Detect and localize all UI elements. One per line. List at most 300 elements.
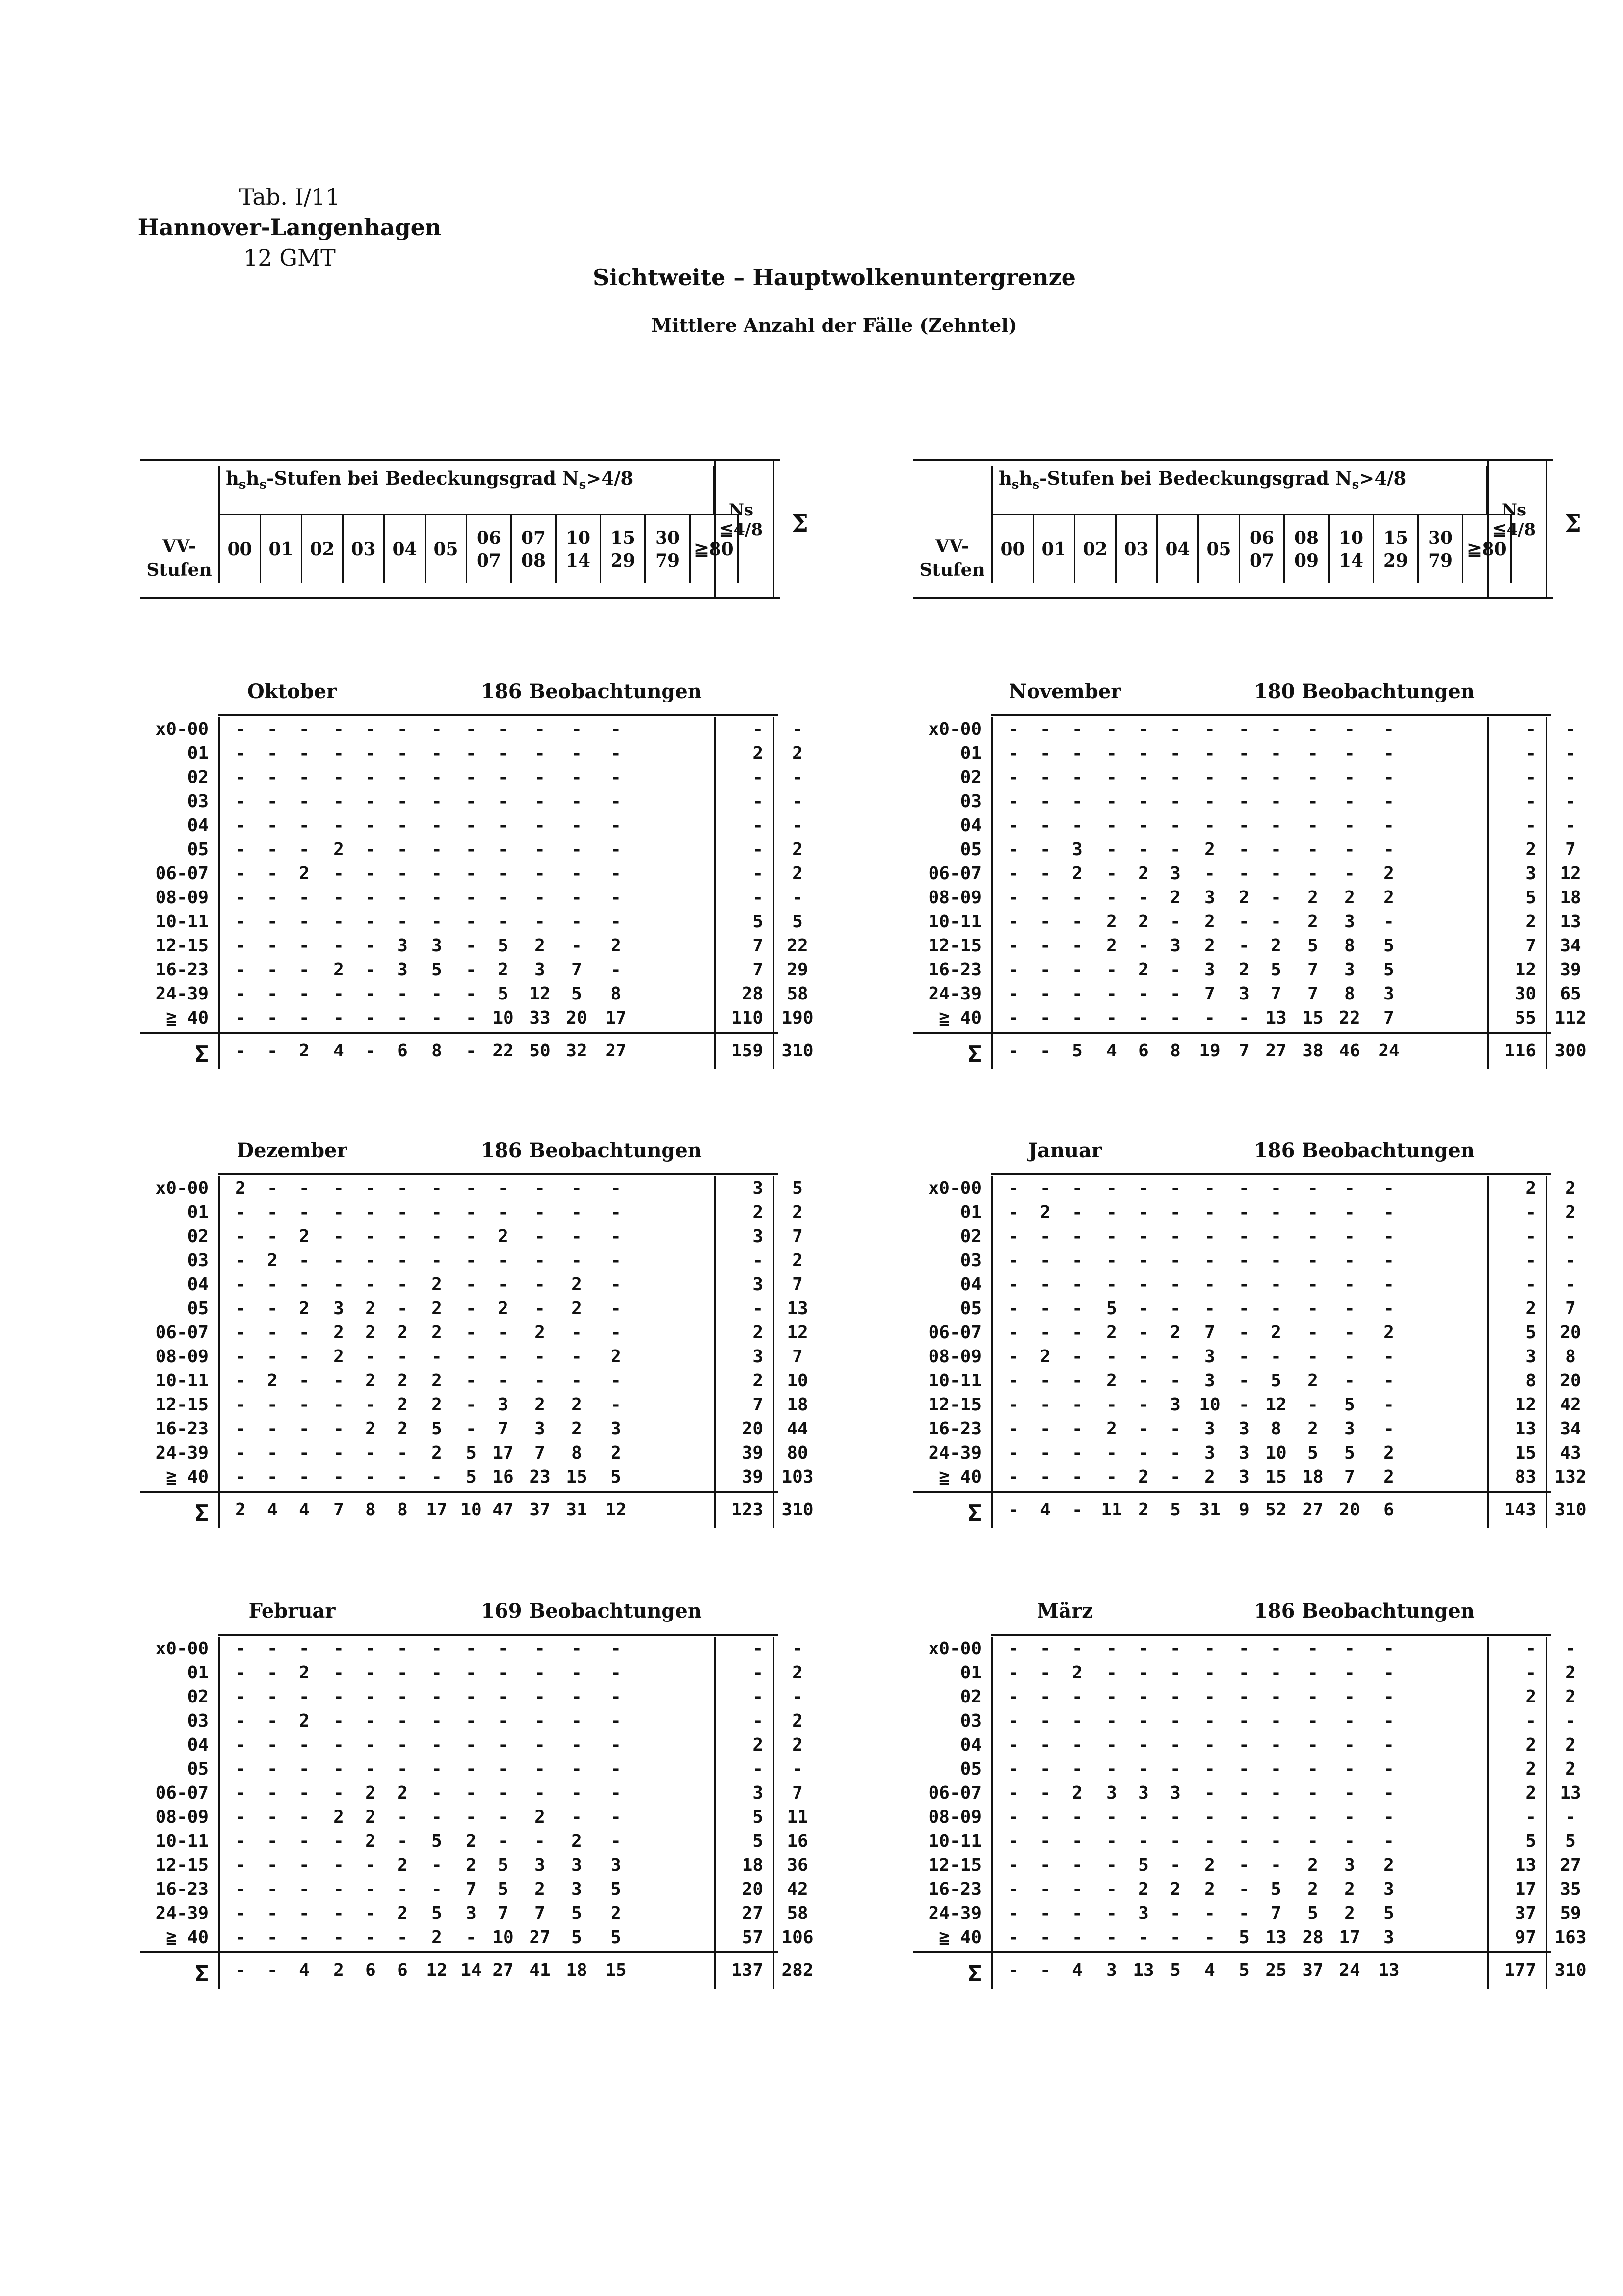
cell: 5 xyxy=(571,1903,582,1923)
sum-cell: 13 xyxy=(1560,912,1581,932)
cell: 4 xyxy=(299,1500,310,1520)
cell: - xyxy=(267,1879,278,1899)
cell: - xyxy=(431,719,442,739)
cell: - xyxy=(611,1831,621,1851)
cell: - xyxy=(1106,767,1117,787)
hh-label-part: s xyxy=(259,477,267,492)
cell: 2 xyxy=(534,1323,545,1343)
sum-cell: 11 xyxy=(787,1807,808,1827)
cell: - xyxy=(1072,936,1083,956)
code-cell: 04 xyxy=(385,514,426,583)
ns-cell: 39 xyxy=(742,1467,763,1487)
ns-cell: - xyxy=(752,1639,763,1659)
cell: - xyxy=(397,1250,408,1270)
cell: 2 xyxy=(1106,912,1117,932)
cell: - xyxy=(571,936,582,956)
cell: - xyxy=(1384,1250,1394,1270)
cell: - xyxy=(1170,743,1181,763)
cell: - xyxy=(1384,1178,1394,1198)
cell: 3 xyxy=(431,936,442,956)
cell: - xyxy=(299,1927,310,1947)
cell: 2 xyxy=(1138,864,1149,884)
cell: - xyxy=(466,1008,477,1028)
cell: 3 xyxy=(1204,1347,1215,1367)
cell: 2 xyxy=(1384,1323,1394,1343)
sum-cell: 18 xyxy=(1560,888,1581,908)
cell: - xyxy=(1008,888,1019,908)
cell: 5 xyxy=(498,984,508,1004)
cell: - xyxy=(1040,1226,1051,1246)
divider xyxy=(1546,717,1547,1069)
sum-row xyxy=(140,1958,827,1987)
hh-label-part: s xyxy=(1011,477,1019,492)
cell: - xyxy=(431,1879,442,1899)
cell: - xyxy=(1307,1663,1318,1683)
cell: - xyxy=(397,1178,408,1198)
cell: - xyxy=(1204,743,1215,763)
cell: 5 xyxy=(1271,960,1281,980)
cell: - xyxy=(466,984,477,1004)
ns-cell: - xyxy=(1525,1274,1536,1295)
cell: - xyxy=(571,1735,582,1755)
cell: - xyxy=(571,1639,582,1659)
ns-cell: 5 xyxy=(1525,888,1536,908)
cell: - xyxy=(1384,1759,1394,1779)
cell: - xyxy=(1072,1467,1083,1487)
cell: - xyxy=(1040,1395,1051,1415)
month-header xyxy=(913,1599,1551,1629)
cell: 7 xyxy=(534,1443,545,1463)
cell: 2 xyxy=(365,1419,376,1439)
cell: - xyxy=(1170,1927,1181,1947)
cell: - xyxy=(1344,1178,1355,1198)
cell: - xyxy=(1384,1202,1394,1222)
ns-cell: 37 xyxy=(1515,1903,1536,1923)
row-label: 06-07 xyxy=(155,1323,209,1343)
cell: - xyxy=(1072,767,1083,787)
cell: - xyxy=(1170,1855,1181,1875)
cell: - xyxy=(1239,1711,1250,1731)
ns-cell: 2 xyxy=(752,1371,763,1391)
cell: - xyxy=(1072,1807,1083,1827)
sum-cell: 7 xyxy=(792,1226,803,1246)
cell: - xyxy=(1344,1663,1355,1683)
month-header xyxy=(913,1139,1551,1168)
cell: - xyxy=(431,815,442,836)
code-cell: 01 xyxy=(1034,514,1075,583)
ns-cell: - xyxy=(752,767,763,787)
ns-cell: - xyxy=(752,864,763,884)
row-label: 01 xyxy=(960,743,982,763)
sigma-label: Σ xyxy=(195,1041,209,1067)
cell: - xyxy=(235,791,246,811)
row-label: 06-07 xyxy=(155,1783,209,1803)
cell: 2 xyxy=(1040,1347,1051,1367)
ns-cell: - xyxy=(752,1759,763,1779)
cell: - xyxy=(1239,1879,1250,1899)
cell: - xyxy=(267,1226,278,1246)
cell: - xyxy=(267,1687,278,1707)
cell: - xyxy=(1344,767,1355,787)
cell: - xyxy=(1239,839,1250,860)
cell: - xyxy=(1138,1347,1149,1367)
cell: - xyxy=(498,719,508,739)
cell: 3 xyxy=(534,1855,545,1875)
cell: - xyxy=(397,1663,408,1683)
hh-label-part: h xyxy=(999,467,1012,489)
cell: 2 xyxy=(1204,1855,1215,1875)
month-name: Dezember xyxy=(237,1139,347,1162)
cell: - xyxy=(1106,1226,1117,1246)
cell: - xyxy=(1106,1467,1117,1487)
cell: - xyxy=(1271,791,1281,811)
cell: 2 xyxy=(498,1226,508,1246)
cell: - xyxy=(1040,743,1051,763)
cell: - xyxy=(1040,1783,1051,1803)
cell: - xyxy=(299,912,310,932)
cell: - xyxy=(1040,1298,1051,1319)
row-label: ≧ 40 xyxy=(939,1008,982,1028)
ns-cell: 3 xyxy=(752,1783,763,1803)
cell: - xyxy=(333,791,344,811)
cell: 2 xyxy=(1384,864,1394,884)
cell: - xyxy=(431,1807,442,1827)
cell: - xyxy=(299,1903,310,1923)
ns-cell: - xyxy=(1525,767,1536,787)
ns-cell: 2 xyxy=(752,743,763,763)
cell: - xyxy=(365,888,376,908)
row-label: 24-39 xyxy=(928,1903,982,1923)
cell: 2 xyxy=(1204,912,1215,932)
cell: - xyxy=(299,888,310,908)
cell: - xyxy=(1072,1298,1083,1319)
ns-le-label: ≦4/8 xyxy=(719,520,763,540)
cell: 3 xyxy=(1072,839,1083,860)
cell: - xyxy=(466,743,477,763)
cell: - xyxy=(1138,743,1149,763)
ns-cell: 177 xyxy=(1504,1960,1536,1980)
cell: 2 xyxy=(1040,1202,1051,1222)
rule xyxy=(218,1634,778,1636)
cell: 2 xyxy=(1271,1323,1281,1343)
cell: - xyxy=(299,815,310,836)
cell: - xyxy=(1307,719,1318,739)
cell: - xyxy=(498,839,508,860)
ns-header xyxy=(1487,500,1541,540)
cell: - xyxy=(235,1323,246,1343)
cell: - xyxy=(1008,1202,1019,1222)
cell: - xyxy=(235,1879,246,1899)
cell: - xyxy=(299,1323,310,1343)
station-name: Hannover-Langenhagen xyxy=(137,214,442,241)
cell: - xyxy=(498,791,508,811)
cell: 7 xyxy=(466,1879,477,1899)
cell: - xyxy=(1008,864,1019,884)
cell: - xyxy=(1008,1903,1019,1923)
ns-cell: 2 xyxy=(752,1323,763,1343)
cell: - xyxy=(1344,839,1355,860)
cell: - xyxy=(267,1711,278,1731)
cell: - xyxy=(1204,719,1215,739)
ns-cell: 3 xyxy=(1525,864,1536,884)
cell: 8 xyxy=(431,1041,442,1061)
cell: - xyxy=(1239,1298,1250,1319)
observation-count: 186 Beobachtungen xyxy=(481,680,702,703)
sum-cell: - xyxy=(792,767,803,787)
cell: - xyxy=(571,888,582,908)
cell: - xyxy=(1138,1202,1149,1222)
cell: - xyxy=(267,839,278,860)
cell: - xyxy=(235,1759,246,1779)
cell: - xyxy=(1204,1831,1215,1851)
row-label: 24-39 xyxy=(155,1443,209,1463)
cell: - xyxy=(1271,1759,1281,1779)
cell: - xyxy=(333,1178,344,1198)
cell: - xyxy=(365,1687,376,1707)
ns-cell: - xyxy=(752,1663,763,1683)
row-label: 06-07 xyxy=(928,1783,982,1803)
cell: - xyxy=(1344,719,1355,739)
cell: - xyxy=(1072,1323,1083,1343)
cell: - xyxy=(1040,1960,1051,1980)
cell: - xyxy=(466,1807,477,1827)
cell: - xyxy=(571,767,582,787)
cell: 10 xyxy=(1199,1395,1221,1415)
cell: - xyxy=(1008,1783,1019,1803)
cell: - xyxy=(1239,1395,1250,1415)
cell: - xyxy=(1170,767,1181,787)
cell: - xyxy=(1170,912,1181,932)
rule xyxy=(218,714,778,716)
cell: 20 xyxy=(566,1008,587,1028)
cell: - xyxy=(1170,1178,1181,1198)
cell: - xyxy=(1204,1202,1215,1222)
cell: - xyxy=(498,767,508,787)
cell: 24 xyxy=(1378,1041,1400,1061)
cell: - xyxy=(1384,1807,1394,1827)
sum-cell: 65 xyxy=(1560,984,1581,1004)
ns-cell: 3 xyxy=(1525,1347,1536,1367)
cell: - xyxy=(611,1759,621,1779)
cell: - xyxy=(365,1639,376,1659)
cell: - xyxy=(1170,719,1181,739)
cell: 2 xyxy=(299,864,310,884)
cell: 32 xyxy=(566,1041,587,1061)
cell: - xyxy=(1239,791,1250,811)
cell: 5 xyxy=(498,1855,508,1875)
cell: - xyxy=(498,888,508,908)
cell: 5 xyxy=(1239,1927,1250,1947)
cell: - xyxy=(1072,1687,1083,1707)
cell: - xyxy=(235,1467,246,1487)
cell: - xyxy=(1138,1419,1149,1439)
cell: - xyxy=(397,912,408,932)
sum-cell: - xyxy=(792,1759,803,1779)
cell: - xyxy=(466,1687,477,1707)
cell: - xyxy=(1271,1711,1281,1731)
cell: 3 xyxy=(571,1879,582,1899)
cell: 2 xyxy=(498,1298,508,1319)
cell: - xyxy=(466,1274,477,1295)
hh-label-part: >4/8 xyxy=(586,467,634,489)
cell: 3 xyxy=(534,960,545,980)
cell: - xyxy=(611,767,621,787)
cell: - xyxy=(1008,1500,1019,1520)
cell: - xyxy=(299,984,310,1004)
cell: 2 xyxy=(611,1903,621,1923)
cell: - xyxy=(1138,888,1149,908)
cell: 10 xyxy=(492,1927,514,1947)
cell: - xyxy=(498,1807,508,1827)
cell: - xyxy=(1239,1323,1250,1343)
row-label: 04 xyxy=(187,1735,209,1755)
cell: - xyxy=(611,791,621,811)
cell: 13 xyxy=(1133,1960,1154,1980)
cell: - xyxy=(235,1639,246,1659)
cell: - xyxy=(333,1467,344,1487)
cell: - xyxy=(333,1639,344,1659)
cell: - xyxy=(1072,719,1083,739)
cell: - xyxy=(1344,1226,1355,1246)
cell: 2 xyxy=(466,1855,477,1875)
hh-label-part: s xyxy=(239,477,246,492)
cell: - xyxy=(611,1178,621,1198)
ns-cell: - xyxy=(1525,815,1536,836)
cell: - xyxy=(299,719,310,739)
code-cell: 02 xyxy=(302,514,344,583)
cell: - xyxy=(1307,743,1318,763)
cell: - xyxy=(397,1467,408,1487)
cell: - xyxy=(1239,815,1250,836)
cell: 2 xyxy=(1307,1419,1318,1439)
cell: - xyxy=(1040,1855,1051,1875)
cell: - xyxy=(1008,1879,1019,1899)
cell: 2 xyxy=(397,1395,408,1415)
row-label: 12-15 xyxy=(155,936,209,956)
cell: - xyxy=(365,1443,376,1463)
cell: 6 xyxy=(1138,1041,1149,1061)
cell: 27 xyxy=(1265,1041,1287,1061)
cell: - xyxy=(365,1467,376,1487)
cell: - xyxy=(1239,1008,1250,1028)
cell: - xyxy=(267,1663,278,1683)
cell: - xyxy=(1106,1687,1117,1707)
cell: - xyxy=(1307,1226,1318,1246)
cell: - xyxy=(1271,1735,1281,1755)
cell: - xyxy=(299,1371,310,1391)
cell: - xyxy=(397,1443,408,1463)
cell: 5 xyxy=(1307,1443,1318,1463)
cell: - xyxy=(611,864,621,884)
cell: - xyxy=(1008,1960,1019,1980)
row-label: 10-11 xyxy=(928,1831,982,1851)
sum-cell: 2 xyxy=(792,1735,803,1755)
divider xyxy=(773,461,774,597)
sum-cell: 39 xyxy=(1560,960,1581,980)
cell: - xyxy=(1040,888,1051,908)
month-table xyxy=(913,1139,1587,1526)
cell: 6 xyxy=(365,1960,376,1980)
divider xyxy=(991,1176,993,1528)
cell: - xyxy=(235,743,246,763)
table-caption xyxy=(137,182,442,273)
cell: - xyxy=(534,1202,545,1222)
cell: - xyxy=(267,864,278,884)
cell: 2 xyxy=(1307,1879,1318,1899)
cell: 2 xyxy=(333,1960,344,1980)
cell: - xyxy=(466,1202,477,1222)
cell: - xyxy=(299,1831,310,1851)
ns-cell: 30 xyxy=(1515,984,1536,1004)
cell: 19 xyxy=(1199,1041,1221,1061)
cell: - xyxy=(1138,1639,1149,1659)
cell: - xyxy=(235,1298,246,1319)
cell: - xyxy=(365,864,376,884)
cell: - xyxy=(1106,1807,1117,1827)
cell: 4 xyxy=(1204,1960,1215,1980)
cell: - xyxy=(431,743,442,763)
cell: - xyxy=(1072,1202,1083,1222)
cell: 12 xyxy=(426,1960,448,1980)
cell: - xyxy=(498,1783,508,1803)
cell: - xyxy=(1170,1639,1181,1659)
cell: - xyxy=(1138,1663,1149,1683)
cell: - xyxy=(1072,1226,1083,1246)
cell: 2 xyxy=(397,1855,408,1875)
cell: - xyxy=(1344,1202,1355,1222)
rule xyxy=(991,1634,1551,1636)
cell: 17 xyxy=(1339,1927,1360,1947)
code-cell: 03 xyxy=(1117,514,1158,583)
cell: 2 xyxy=(1072,864,1083,884)
cell: 3 xyxy=(466,1903,477,1923)
cell: 13 xyxy=(1265,1008,1287,1028)
cell: 18 xyxy=(1302,1467,1324,1487)
cell: - xyxy=(1344,1831,1355,1851)
cell: - xyxy=(397,1807,408,1827)
ns-cell: 2 xyxy=(1525,1298,1536,1319)
cell: 2 xyxy=(397,1419,408,1439)
cell: - xyxy=(1072,1178,1083,1198)
cell: - xyxy=(431,1639,442,1659)
cell: - xyxy=(397,1711,408,1731)
cell: - xyxy=(498,1735,508,1755)
cell: 3 xyxy=(1138,1783,1149,1803)
table-number: Tab. I/11 xyxy=(239,184,340,210)
cell: - xyxy=(611,839,621,860)
cell: - xyxy=(1307,1250,1318,1270)
ns-cell: 3 xyxy=(752,1347,763,1367)
code-cell: 00 xyxy=(220,514,261,583)
vv-stufen-label xyxy=(140,535,218,582)
cell: - xyxy=(397,1347,408,1367)
cell: - xyxy=(1008,767,1019,787)
cell: - xyxy=(1204,1226,1215,1246)
cell: 22 xyxy=(492,1041,514,1061)
cell: - xyxy=(1307,839,1318,860)
cell: - xyxy=(1106,1663,1117,1683)
row-label: x0-00 xyxy=(155,719,209,739)
cell: - xyxy=(534,888,545,908)
ns-cell: - xyxy=(752,719,763,739)
cell: - xyxy=(397,1202,408,1222)
cell: - xyxy=(1344,1274,1355,1295)
cell: - xyxy=(534,1759,545,1779)
cell: 5 xyxy=(611,1927,621,1947)
cell: - xyxy=(1384,1687,1394,1707)
sum-cell: 18 xyxy=(787,1395,808,1415)
cell: - xyxy=(1384,1274,1394,1295)
